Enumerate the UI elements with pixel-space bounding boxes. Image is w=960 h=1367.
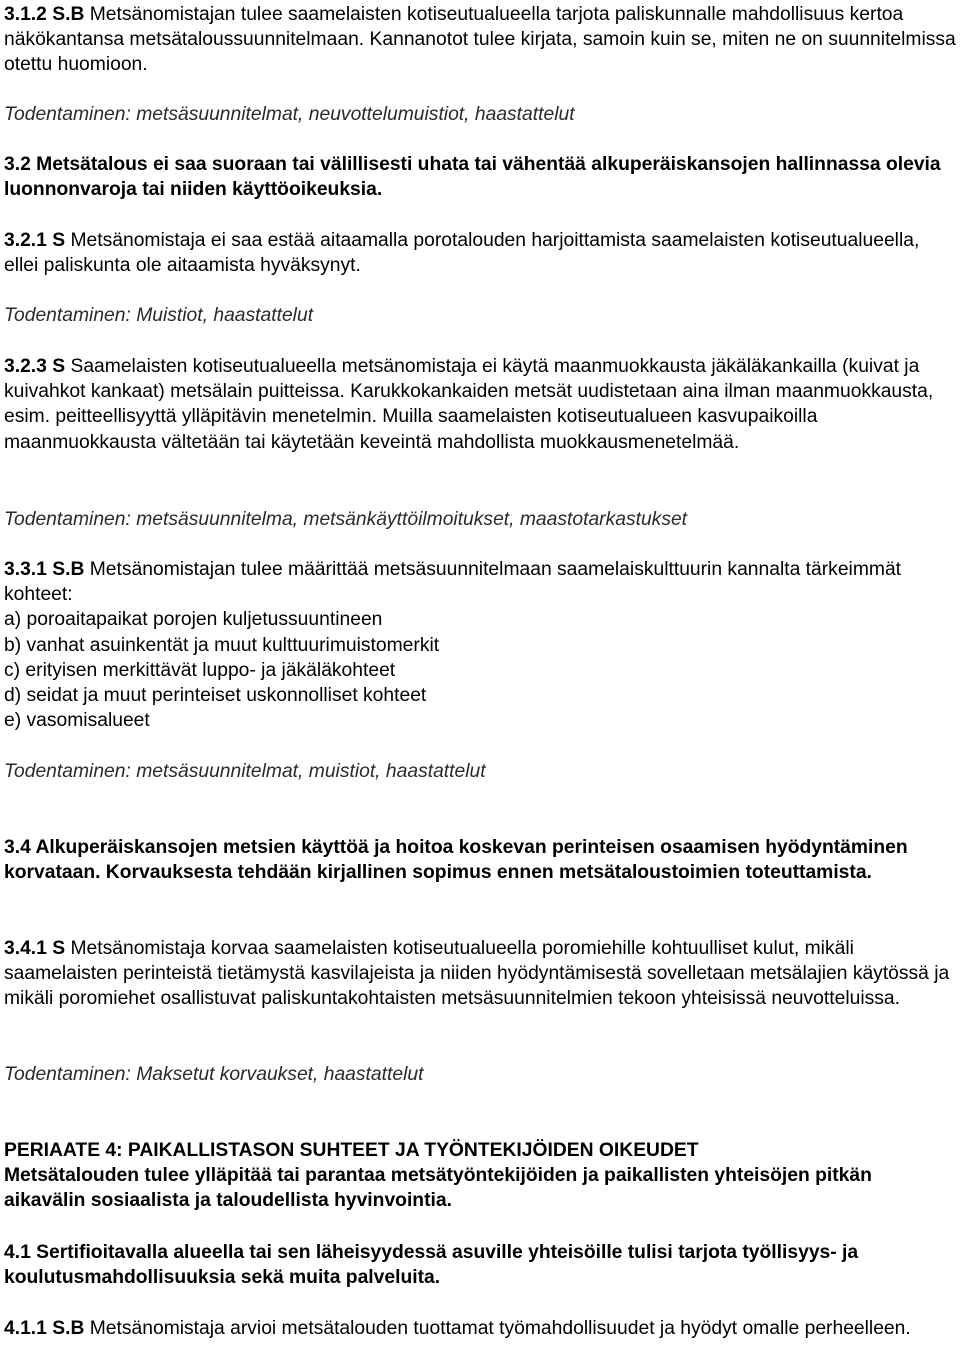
criterion-text: 3.1.2 S.B Metsänomistajan tulee saamelaisten kotiseutualueella tarjota paliskunnalle mahdollisuus kertoa näkökantansa metsätaloussuunnitelmaan. Kannanotot tulee kirjata, samoin kuin se, miten ne on suunnitelmissa otettu huomioon. <box>4 4 956 76</box>
section-3-2-3 <box>4 354 956 455</box>
criterion-text: 3.2.3 S Saamelaisten kotiseutualueella metsänomistaja ei käytä maanmuokkausta jäkäläkankailla (kuivat ja kuivahkot kankaat) metsälain puitteissa. Karukkokankaiden metsät uudistetaan aina ilman maanmuokkausta, esim. peitteellisyyttä ylläpitävin menetelmin. Muilla saamelaisten kotiseutualueen kasvupaikoilla maanmuokkausta vältetään tai käytetään keveintä mahdollista muokkausmenetelmää. <box>4 356 934 453</box>
criterion-text: 3.3.1 S.B Metsänomistajan tulee määrittää metsäsuunnitelmaan saamelaiskulttuurin kannalta tärkeimmät kohteet: <box>4 559 902 606</box>
criterion-number: 3.2.3 S <box>4 356 66 377</box>
principle-subtitle: Metsätalouden tulee ylläpitää tai parantaa metsätyöntekijöiden ja paikallisten yhteisöjen pitkän aikavälin sosiaalista ja taloudellista hyvinvointia. <box>4 1165 872 1212</box>
criterion-number: 3.3.1 S.B <box>4 559 85 580</box>
verification-text: Todentaminen: metsäsuunnitelma, metsänkäyttöilmoitukset, maastotarkastukset <box>4 509 688 530</box>
heading-4-1: 4.1 Sertifioitavalla alueella tai sen läheisyydessä asuville yhteisöille tulisi tarjota työllisyys- ja koulutusmahdollisuuksia sekä muita palveluita. <box>4 1242 859 1289</box>
criterion-text: 4.1.1 S.B Metsänomistaja arvioi metsätalouden tuottamat työmahdollisuudet ja hyödyt omalle perheelleen. <box>4 1318 911 1339</box>
verification-text: Todentaminen: Muistiot, haastattelut <box>4 305 314 326</box>
criterion-number: 3.2.1 S <box>4 230 66 251</box>
heading-3-4: 3.4 Alkuperäiskansojen metsien käyttöä ja hoitoa koskevan perinteisen osaamisen hyödyntäminen korvataan. Korvauksesta tehdään kirjallinen sopimus ennen metsätaloustoimien toteuttamista. <box>4 837 908 884</box>
list-item: c) erityisen merkittävät luppo- ja jäkäläkohteet <box>4 659 396 681</box>
section-3-4-1 <box>4 936 956 1012</box>
section-4-1-1 <box>4 1316 956 1341</box>
criterion-text: 3.2.1 S Metsänomistaja ei saa estää aitaamalla porotalouden harjoittamista saamelaisten kotiseutualueella, ellei paliskunta ole aitaamista hyväksynyt. <box>4 230 920 277</box>
criterion-number: 3.4.1 S <box>4 938 66 959</box>
section-3-2-1 <box>4 228 956 278</box>
criterion-number: 4.1.1 S.B <box>4 1318 85 1339</box>
section-3-3-1 <box>4 557 956 733</box>
list-item: e) vasomisalueet <box>4 710 150 732</box>
verification-text: Todentaminen: metsäsuunnitelmat, muistiot, haastattelut <box>4 761 486 782</box>
heading-3-2: 3.2 Metsätalous ei saa suoraan tai välillisesti uhata tai vähentää alkuperäiskansojen hallinnassa olevia luonnonvaroja tai niiden käyttöoikeuksia. <box>4 154 941 201</box>
principle-title: PERIAATE 4: PAIKALLISTASON SUHTEET JA TYÖNTEKIJÖIDEN OIKEUDET <box>4 1140 699 1161</box>
criterion-text: 3.4.1 S Metsänomistaja korvaa saamelaisten kotiseutualueella poromiehille kohtuulliset kulut, mikäli saamelaisten perinteistä tietämystä kasvilajeista ja niiden hyödyntämisestä sovelletaan metsälajien käytössä ja mikäli poromiehet osallistuvat paliskuntakohtaisten metsäsuunnitelmien tekoon yhteisissä neuvotteluissa. <box>4 938 950 1010</box>
list-item: d) seidat ja muut perinteiset uskonnolliset kohteet <box>4 685 427 707</box>
section-3-1-2 <box>4 2 956 78</box>
criterion-number: 3.1.2 S.B <box>4 4 85 25</box>
list-item: a) poroaitapaikat porojen kuljetussuuntineen <box>4 609 383 631</box>
verification-text: Todentaminen: Maksetut korvaukset, haastattelut <box>4 1064 424 1085</box>
list-item: b) vanhat asuinkentät ja muut kulttuurimuistomerkit <box>4 634 440 656</box>
verification-text: Todentaminen: metsäsuunnitelmat, neuvottelumuistiot, haastattelut <box>4 104 575 125</box>
principle-4 <box>4 1138 956 1214</box>
